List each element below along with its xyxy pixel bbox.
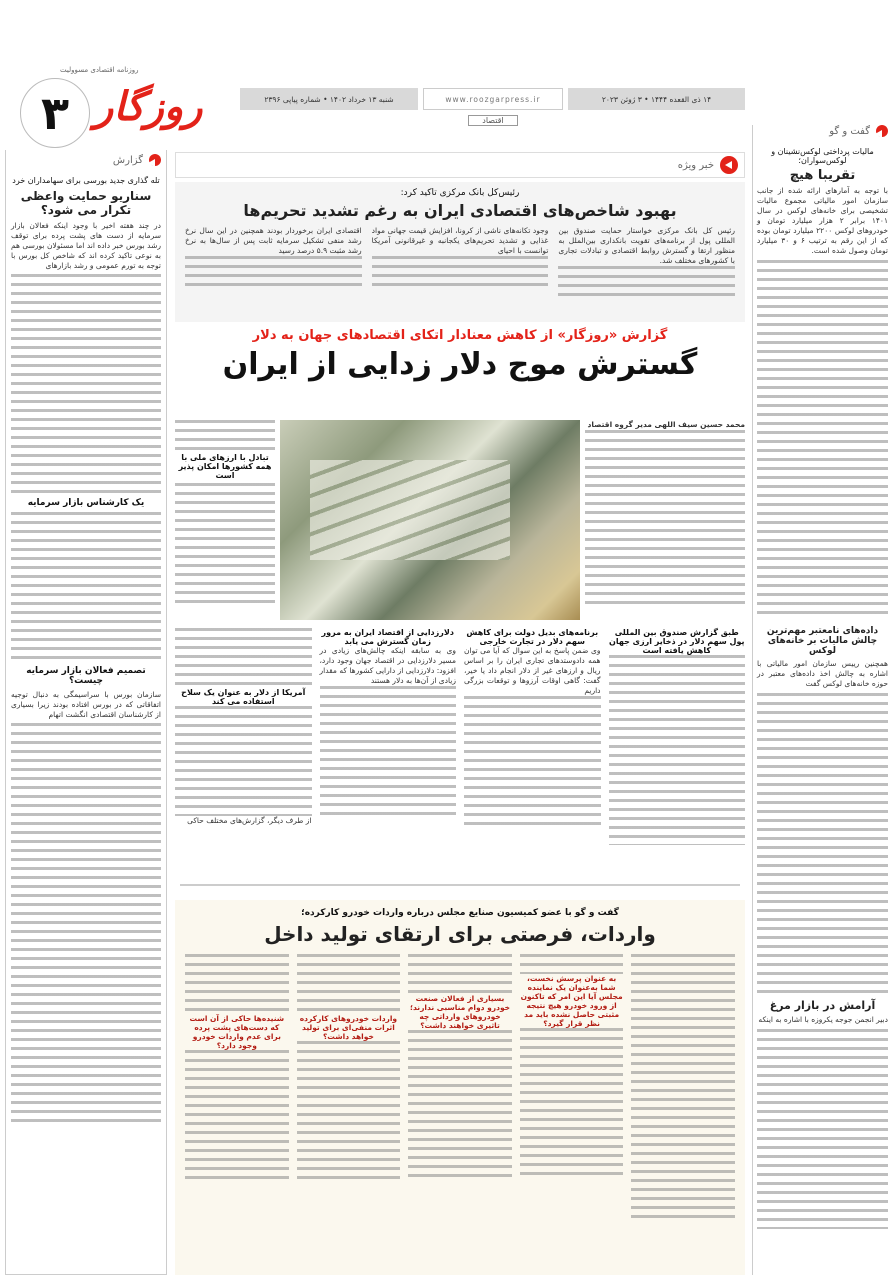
- interview-question: شنیده‌ها حاکی از آن است که دست‌های پشت پرده برای عدم واردات خودرو وجود دارد؟: [189, 1014, 285, 1050]
- story-title: بهبود شاخص‌های اقتصادی ایران به رغم تشدید تحریم‌ها: [243, 201, 677, 220]
- main-story: [175, 328, 745, 873]
- story-title: سناریو حمایت واعظی تکرار می شود؟: [20, 189, 152, 217]
- story-text: رئیس کل بانک مرکزی خواستار حمایت صندوق بین المللی پول از برنامه‌های تقویت بانکداری بین‌الملل به منظور ارتقا و گسترش روابط اقتصادی و تبادلات تجاری با کشورهای مختلف شد.: [558, 226, 735, 265]
- story-kicker: مالیات پرداختی لوکس‌نشینان و لوکس‌سواران؛: [771, 147, 874, 165]
- story-title: واردات، فرصتی برای ارتقای تولید داخل: [264, 922, 656, 946]
- story-subhead: تصمیم فعالان بازار سرمایه چیست؟: [26, 666, 146, 686]
- story-subhead: طبق گزارش صندوق بین المللی پول سهم دلار در ذخایر ارزی جهان کاهش یافته است: [609, 628, 745, 655]
- main-col-left: [175, 420, 275, 603]
- section-marker-icon: [720, 156, 738, 174]
- logo: روزگار: [94, 84, 203, 130]
- story-text: وجود تکانه‌های ناشی از کرونا، افزایش قیمت جهانی مواد غذایی و تشدید تحریم‌های یکجانبه و غیرقانونی آمریکا توانست با احیای: [371, 226, 549, 255]
- story-lead: دبیر انجمن جوجه یکروزه با اشاره به اینکه: [758, 1015, 888, 1024]
- date-shamsi: شنبه ۱۳ خرداد ۱۴۰۲ • شماره پیاپی ۲۳۹۶: [240, 88, 418, 110]
- story-text: از طرف دیگر، گزارش‌های مختلف حاکی: [187, 816, 312, 825]
- story-subhead: برنامه‌های بدیل دولت برای کاهش سهم دلار در تجارت خارجی: [466, 628, 599, 646]
- section-marker-icon: [876, 125, 888, 137]
- section-label: اقتصاد: [468, 115, 518, 126]
- story-body: [757, 260, 888, 620]
- story-text: سازمان بورس با سراسیمگی به دنبال توجیه اتفاقاتی که در بورس افتاده بودند زیرا بسیاری از کارشناسان اقتصادی انگشت اتهام: [11, 690, 161, 719]
- date-hijri: ۱۴ ذی القعده ۱۴۴۴ • ۳ ژوئن ۲۰۲۳: [568, 88, 745, 110]
- story-body: [757, 1029, 888, 1229]
- story-kicker: گزارش «روزگار» از کاهش معنادار اتکای اقتصادهای جهان به دلار: [252, 328, 668, 343]
- story-subhead: آمریکا از دلار به عنوان یک سلاح استفاده می کند: [181, 688, 306, 706]
- story-body: [11, 512, 161, 662]
- tagline: روزنامه اقتصادی مسوولیت: [60, 66, 139, 74]
- main-columns: [175, 628, 745, 845]
- story-title: آرامش در بازار مرغ: [769, 999, 876, 1012]
- left-tag: گزارش: [11, 154, 161, 166]
- story-title: گسترش موج دلار زدایی از ایران: [222, 347, 698, 382]
- story-body: [11, 274, 161, 494]
- import-story: [175, 900, 745, 1275]
- interview-question: بسیاری از فعالان صنعت خودرو دوام مناسبی ندارند؛ خودروهای وارداتی چه تاثیری خواهند داشت؟: [409, 994, 511, 1030]
- divider: [180, 884, 740, 886]
- right-column: [752, 125, 892, 1275]
- story-subhead: تبادل با ارزهای ملی با همه کشورها امکان پذیر است: [178, 453, 272, 480]
- story-text: وی به سابقه اینکه چالش‌های زیادی در مسیر دلارزدایی در اقتصاد جهان وجود دارد، افزود: دلارزدایی از دارایی کشورها که مقدار زیادی از آن‌ها به دلار هستند: [319, 646, 456, 685]
- special-news: [175, 152, 745, 322]
- story-title: داده‌های نامعتبر مهم‌ترین چالش مالیات بر خانه‌های لوکس: [766, 626, 879, 656]
- dollar-photo: [280, 420, 580, 620]
- main-col-right: [585, 420, 745, 610]
- story-subhead: دلارزدایی از اقتصاد ایران به مرور زمان گسترش می یابد: [321, 628, 454, 646]
- story-body: [757, 693, 888, 993]
- special-tag: خبر ویژه: [175, 152, 745, 178]
- interview-question: واردات خودروهای کارکرده اثرات منفی‌ای برای تولید خواهد داشت؟: [299, 1014, 398, 1041]
- story-subhead: یک کارشناس بازار سرمایه: [27, 498, 145, 508]
- story-kicker: تله گذاری جدید بورسی برای سهامداران خرد: [12, 176, 160, 185]
- left-column: [5, 150, 167, 1275]
- story-lead: با توجه به آمارهای ارائه شده از جانب سازمان امور مالیاتی مجموع مالیات تشخیصی برای خانه‌های لوکس در سال ۱۴۰۱ برابر ۲ هزار میلیارد تومان و خودروهای لوکس ۲۲۰۰ میلیارد تومان بوده که از این رقم به ترتیب ۶ و ۳۰ میلیارد تومان وصول شده است.: [757, 186, 888, 255]
- page-number: ۳: [20, 78, 90, 148]
- right-tag: گفت و گو: [757, 125, 888, 137]
- story-body: [11, 723, 161, 1123]
- story-title: تقریبا هیچ: [789, 168, 856, 183]
- story-lead: همچنین رییس سازمان امور مالیاتی با اشاره به چالش اخذ داده‌های معتبر در حوزه خانه‌های لوکس گفت: [757, 659, 888, 688]
- story-kicker: گفت و گو با عضو کمیسیون صنایع مجلس درباره واردات خودرو کارکرده؛: [301, 908, 619, 918]
- story-text: اقتصادی ایران برخوردار بودند همچنین در این سال نرخ رشد منفی تشکیل سرمایه ثابت پس از سال‌ها به نرخ رشد مثبت ۵.۹ درصد رسید: [184, 226, 362, 255]
- story-text: وی ضمن پاسخ به این سوال که آیا می توان همه دادوستدهای تجاری ایران را بر اساس ریال و ارزهای غیر از دلار انجام داد یا خیر، گفت: گاهی اوقات آرزوها و توقعات بزرگی داریم: [464, 646, 601, 695]
- byline: محمد حسین سیف اللهی مدیر گروه اقتصاد: [587, 420, 745, 429]
- interview-question: به عنوان پرسش نخست، شما به‌عنوان یک نماینده مجلس آیا این امر که تاکنون از ورود خودرو هیچ نتیجه مثبتی حاصل نشده باید مد نظر قرار گیرد؟: [520, 974, 623, 1028]
- section-marker-icon: [149, 154, 161, 166]
- story-lead: در چند هفته اخیر با وجود اینکه فعالان بازار سرمایه از دست های پشت پرده برای توقف رشد بورس خبر داده اند اما مسئولان بورسی هم به نوعی تاکید کرده اند که شاخص کل بورس با توجه به تورم عمومی و رشد بازارهای: [11, 221, 161, 270]
- website-link[interactable]: www.roozgarpress.ir: [423, 88, 563, 110]
- story-kicker: رئیس‌کل بانک مرکزی تاکید کرد:: [400, 188, 520, 198]
